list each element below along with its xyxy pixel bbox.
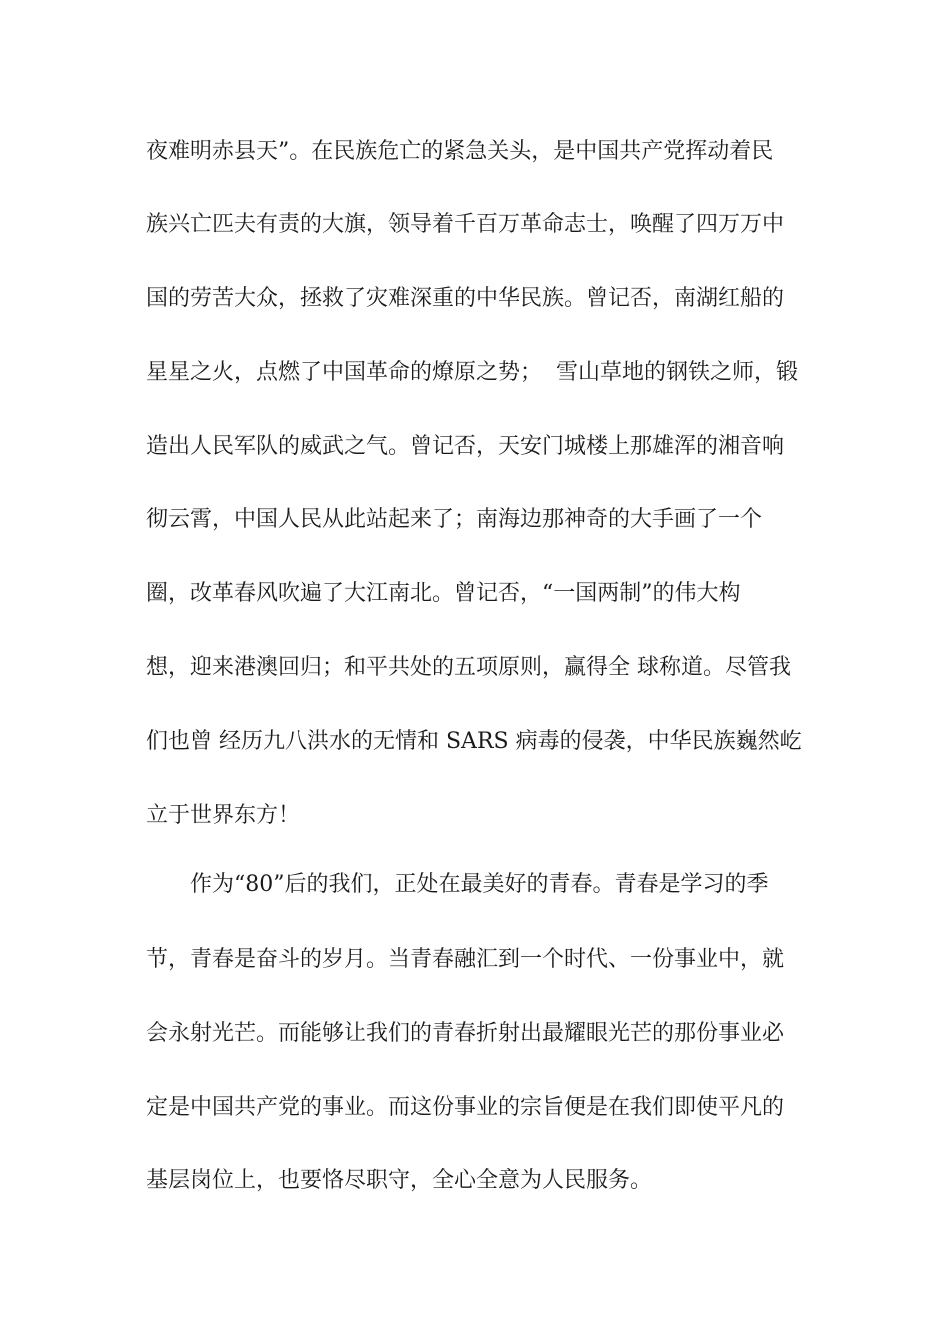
paragraph-1-line-9: 们也曾 经历九八洪水的无情和 SARS 病毒的侵袭，中华民族巍然屹: [146, 729, 802, 754]
paragraph-1-line-1: 夜难明赤县天”。在民族危亡的紧急关头，是中国共产党挥动着民: [146, 139, 774, 164]
paragraph-1-line-10: 立于世界东方！: [146, 803, 301, 828]
paragraph-1-line-3: 国的劳苦大众，拯救了灾难深重的中华民族。曾记否，南湖红船的: [146, 286, 785, 311]
paragraph-1-line-4: 星星之火，点燃了中国革命的燎原之势； 雪山草地的钢铁之师，锻: [146, 360, 798, 385]
paragraph-2-line-4: 定是中国共产党的事业。而这份事业的宗旨便是在我们即使平凡的: [146, 1095, 785, 1120]
paragraph-1-line-7: 圈，改革春风吹遍了大江南北。曾记否，“一国两制”的伟大构: [146, 581, 741, 606]
paragraph-2-line-1: 作为“80”后的我们，正处在最美好的青春。青春是学习的季: [190, 872, 769, 897]
paragraph-2-line-2: 节，青春是奋斗的岁月。当青春融汇到一个时代、一份事业中，就: [146, 947, 785, 972]
paragraph-2-line-5: 基层岗位上，也要恪尽职守，全心全意为人民服务。: [146, 1168, 653, 1193]
paragraph-1-line-5: 造出人民军队的威武之气。曾记否，天安门城楼上那雄浑的湘音响: [146, 434, 785, 459]
paragraph-2-line-3: 会永射光芒。而能够让我们的青春折射出最耀眼光芒的那份事业必: [146, 1021, 785, 1046]
paragraph-1-line-8: 想，迎来港澳回归；和平共处的五项原则，赢得全 球称道。尽管我: [146, 655, 791, 680]
paragraph-1-line-2: 族兴亡匹夫有责的大旗，领导着千百万革命志士，唤醒了四万万中: [146, 212, 785, 237]
paragraph-1-line-6: 彻云霄，中国人民从此站起来了；南海边那神奇的大手画了一个: [146, 507, 763, 532]
